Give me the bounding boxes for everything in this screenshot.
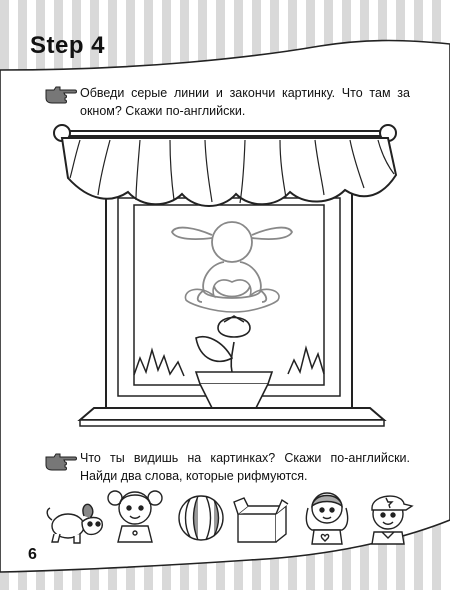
ball-icon — [176, 486, 226, 546]
boy-icon — [360, 486, 416, 546]
window-sill — [80, 408, 384, 420]
picture-row — [44, 486, 416, 546]
task-2-instruction: Что ты видишь на картинках? Скажи по-английски. Найди два слова, которые рифмуются. — [80, 451, 410, 483]
step-title: Step 4 — [30, 32, 106, 59]
dog-icon — [44, 486, 106, 546]
girl-icon — [300, 486, 354, 546]
task-1-instruction: Обведи серые линии и закончи картинку. Что там за окном? Скажи по-английски. — [80, 86, 410, 118]
page-number: 6 — [28, 546, 37, 563]
doll-icon — [106, 486, 164, 546]
pointing-hand-icon — [44, 451, 78, 473]
box-icon — [232, 486, 290, 546]
